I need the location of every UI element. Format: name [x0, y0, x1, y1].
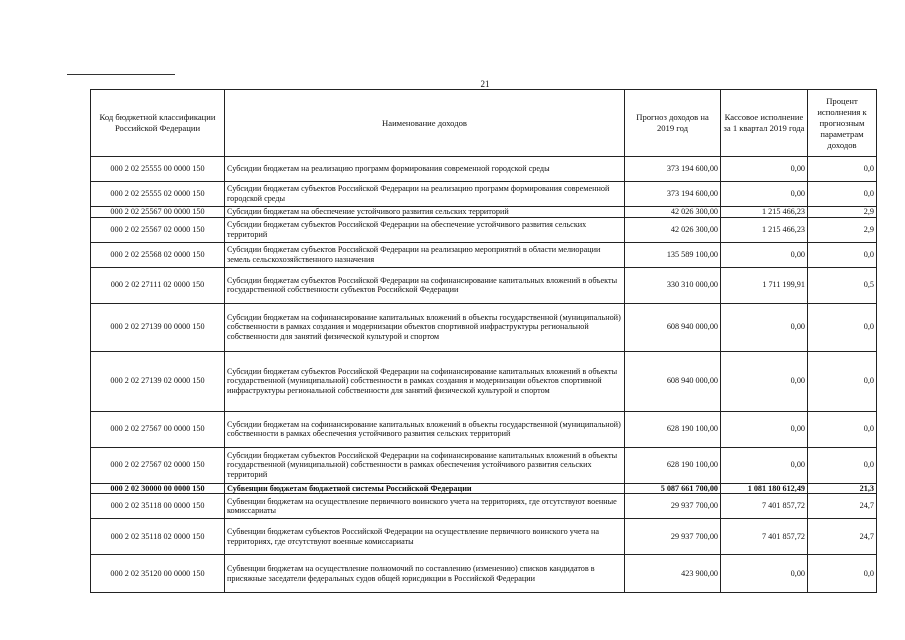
cell-forecast: 423 900,00	[625, 555, 721, 593]
cell-name: Субсидии бюджетам на софинансирование капитальных вложений в объекты государственной (муниципальной) собственности в рамках создания и модернизации объектов спортивной инфраструктуры региональной собственности для занятий физической культурой и спортом	[225, 303, 625, 351]
cell-forecast: 42 026 300,00	[625, 217, 721, 242]
cell-percent: 0,0	[808, 447, 877, 483]
table-row	[91, 555, 877, 593]
cell-code: 000 2 02 35120 00 0000 150	[91, 555, 225, 593]
cell-forecast: 628 190 100,00	[625, 411, 721, 447]
header-code: Код бюджетной классификации Российской Федерации	[91, 90, 225, 157]
page-number: 21	[480, 79, 490, 89]
cell-percent: 21,3	[808, 483, 877, 494]
table-row	[91, 351, 877, 411]
cell-executed: 1 215 466,23	[721, 207, 808, 218]
table-row	[91, 447, 877, 483]
header-percent: Процент исполнения к прогнозным параметрам доходов	[808, 90, 877, 157]
cell-code: 000 2 02 30000 00 0000 150	[91, 483, 225, 494]
cell-percent: 24,7	[808, 519, 877, 555]
header-name: Наименование доходов	[225, 90, 625, 157]
cell-name: Субсидии бюджетам на обеспечение устойчивого развития сельских территорий	[225, 207, 625, 218]
table-row	[91, 207, 877, 218]
cell-percent: 2,9	[808, 217, 877, 242]
cell-code: 000 2 02 25555 00 0000 150	[91, 157, 225, 182]
table-header-row	[91, 90, 877, 157]
cell-name: Субсидии бюджетам субъектов Российской Федерации на софинансирование капитальных вложений в объекты государственной собственности субъектов Российской Федерации	[225, 267, 625, 303]
cell-percent: 0,5	[808, 267, 877, 303]
cell-forecast: 373 194 600,00	[625, 157, 721, 182]
cell-executed: 7 401 857,72	[721, 494, 808, 519]
cell-percent: 2,9	[808, 207, 877, 218]
table-body	[91, 157, 877, 593]
table-row	[91, 242, 877, 267]
table-row	[91, 483, 877, 494]
cell-percent: 0,0	[808, 182, 877, 207]
cell-name: Субсидии бюджетам на софинансирование капитальных вложений в объекты государственной (муниципальной) собственности в рамках обеспечения устойчивого развития сельских территорий	[225, 411, 625, 447]
table-row	[91, 519, 877, 555]
cell-code: 000 2 02 25568 02 0000 150	[91, 242, 225, 267]
cell-executed: 0,00	[721, 555, 808, 593]
cell-forecast: 608 940 000,00	[625, 351, 721, 411]
budget-revenue-table	[90, 89, 877, 593]
cell-forecast: 135 589 100,00	[625, 242, 721, 267]
cell-percent: 0,0	[808, 555, 877, 593]
cell-name: Субсидии бюджетам субъектов Российской Федерации на реализацию мероприятий в области мелиорации земель сельскохозяйственного назначения	[225, 242, 625, 267]
cell-percent: 0,0	[808, 351, 877, 411]
cell-executed: 1 711 199,91	[721, 267, 808, 303]
cell-executed: 0,00	[721, 157, 808, 182]
cell-percent: 0,0	[808, 303, 877, 351]
table-row	[91, 217, 877, 242]
cell-executed: 0,00	[721, 303, 808, 351]
cell-percent: 0,0	[808, 157, 877, 182]
cell-percent: 0,0	[808, 411, 877, 447]
table-row	[91, 303, 877, 351]
cell-forecast: 29 937 700,00	[625, 494, 721, 519]
cell-name: Субвенции бюджетам на осуществление первичного воинского учета на территориях, где отсутствуют военные комиссариаты	[225, 494, 625, 519]
top-rule	[67, 74, 175, 75]
table-row	[91, 494, 877, 519]
cell-name: Субсидии бюджетам субъектов Российской Федерации на софинансирование капитальных вложений в объекты государственной (муниципальной) собственности в рамках обеспечения устойчивого развития сельских территорий	[225, 447, 625, 483]
header-forecast: Прогноз доходов на 2019 год	[625, 90, 721, 157]
table-row	[91, 411, 877, 447]
cell-executed: 7 401 857,72	[721, 519, 808, 555]
header-executed: Кассовое исполнение за 1 квартал 2019 года	[721, 90, 808, 157]
cell-code: 000 2 02 25567 02 0000 150	[91, 217, 225, 242]
cell-forecast: 628 190 100,00	[625, 447, 721, 483]
cell-name: Субвенции бюджетам на осуществление полномочий по составлению (изменению) списков кандидатов в присяжные заседатели федеральных судов общей юрисдикции в Российской Федерации	[225, 555, 625, 593]
cell-executed: 1 081 180 612,49	[721, 483, 808, 494]
cell-code: 000 2 02 27567 00 0000 150	[91, 411, 225, 447]
cell-name: Субсидии бюджетам субъектов Российской Федерации на реализацию программ формирования современной городской среды	[225, 182, 625, 207]
cell-forecast: 373 194 600,00	[625, 182, 721, 207]
cell-executed: 1 215 466,23	[721, 217, 808, 242]
cell-name: Субсидии бюджетам субъектов Российской Федерации на софинансирование капитальных вложений в объекты государственной (муниципальной) собственности в рамках создания и модернизации объектов спортивной инфраструктуры региональной собственности для занятий физической культурой и спортом	[225, 351, 625, 411]
cell-executed: 0,00	[721, 351, 808, 411]
cell-code: 000 2 02 25555 02 0000 150	[91, 182, 225, 207]
cell-forecast: 29 937 700,00	[625, 519, 721, 555]
cell-code: 000 2 02 25567 00 0000 150	[91, 207, 225, 218]
cell-forecast: 330 310 000,00	[625, 267, 721, 303]
table-row	[91, 157, 877, 182]
cell-code: 000 2 02 27111 02 0000 150	[91, 267, 225, 303]
cell-code: 000 2 02 27139 00 0000 150	[91, 303, 225, 351]
cell-code: 000 2 02 27139 02 0000 150	[91, 351, 225, 411]
cell-forecast: 608 940 000,00	[625, 303, 721, 351]
cell-name: Субсидии бюджетам на реализацию программ формирования современной городской среды	[225, 157, 625, 182]
cell-executed: 0,00	[721, 411, 808, 447]
cell-name: Субсидии бюджетам субъектов Российской Федерации на обеспечение устойчивого развития сельских территорий	[225, 217, 625, 242]
table-row	[91, 267, 877, 303]
cell-executed: 0,00	[721, 182, 808, 207]
cell-executed: 0,00	[721, 447, 808, 483]
cell-name: Субвенции бюджетам бюджетной системы Российской Федерации	[225, 483, 625, 494]
cell-executed: 0,00	[721, 242, 808, 267]
cell-forecast: 42 026 300,00	[625, 207, 721, 218]
cell-percent: 0,0	[808, 242, 877, 267]
cell-code: 000 2 02 27567 02 0000 150	[91, 447, 225, 483]
table-row	[91, 182, 877, 207]
cell-code: 000 2 02 35118 02 0000 150	[91, 519, 225, 555]
cell-name: Субвенции бюджетам субъектов Российской Федерации на осуществление первичного воинского учета на территориях, где отсутствуют военные комиссариаты	[225, 519, 625, 555]
cell-code: 000 2 02 35118 00 0000 150	[91, 494, 225, 519]
cell-forecast: 5 087 661 700,00	[625, 483, 721, 494]
cell-percent: 24,7	[808, 494, 877, 519]
